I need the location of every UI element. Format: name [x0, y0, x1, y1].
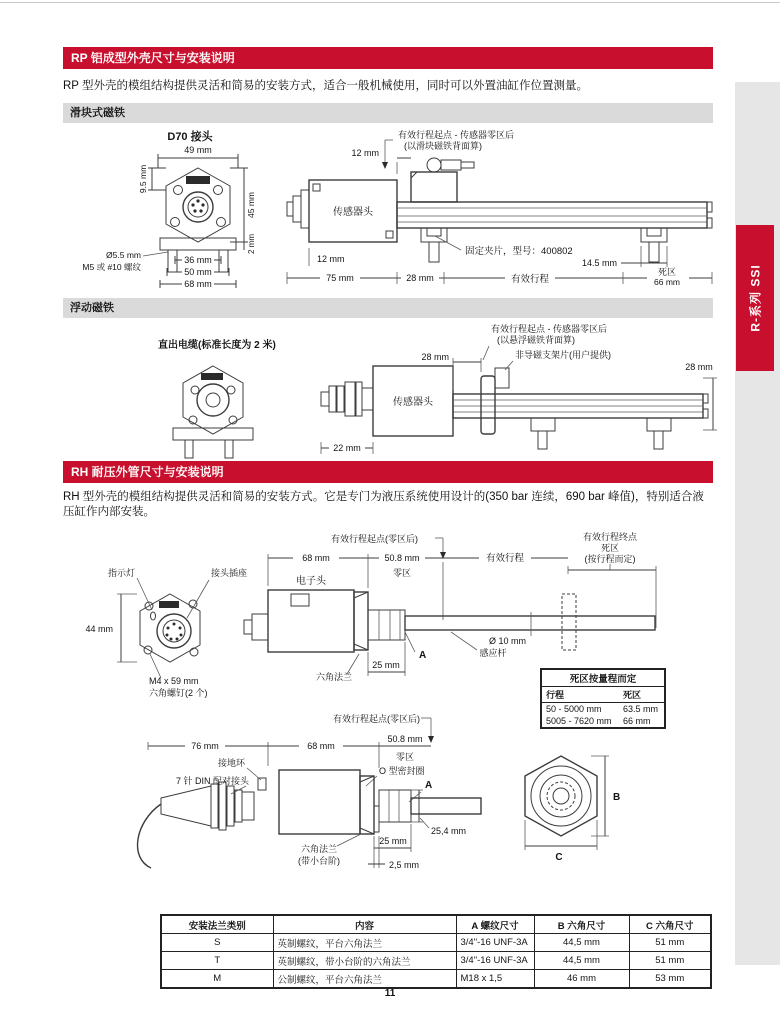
dim-25mm: 25 mm [372, 660, 400, 670]
stroke-end-label-1: 有效行程终点 [582, 532, 638, 542]
hex-flange [354, 592, 368, 650]
rp-slider-drawing [63, 126, 717, 298]
d70-title: D70 接头 [167, 131, 213, 143]
stroke-end-label-3: (按行程而定) [584, 554, 636, 564]
mounting-clamp-2 [641, 228, 667, 242]
stroke-start-callout-2: (以滑块磁铁背面算) [404, 141, 482, 151]
indicator-label: 指示灯 [107, 568, 135, 578]
support-bracket [495, 368, 509, 388]
dim-50mm: 50 mm [184, 267, 212, 277]
dim-68mm-rh2: 68 mm [307, 741, 335, 751]
ehead-label: 电子头 [296, 576, 326, 587]
stroke-end-label-2: 死区 [600, 543, 620, 553]
dim-44mm: 44 mm [85, 624, 113, 634]
electronics-head-2 [279, 770, 360, 834]
cell: 3/4"-16 UNF-3A [456, 934, 534, 952]
rh-bottom-drawing [63, 706, 717, 906]
mts-logo-3 [159, 601, 179, 608]
dz-r1-stroke: 50 - 5000 mm [546, 704, 602, 714]
electronics-head [268, 590, 354, 652]
dim-76mm: 76 mm [191, 741, 219, 751]
cell: M18 x 1,5 [456, 970, 534, 989]
screw-label-2: 六角螺钉(2 个) [149, 688, 208, 698]
cell: 英制螺纹，带小台阶的六角法兰 [273, 952, 456, 970]
null-zone-label-2: 零区 [395, 752, 415, 762]
sensor-head-label: 传感器头 [333, 207, 373, 218]
float-callout-1: 有效行程起点 - 传感器零区后 [491, 324, 607, 334]
dim-68mm: 68 mm [184, 279, 212, 289]
dz-col-dead: 死区 [619, 687, 665, 703]
stroke-label-rh: 有效行程 [485, 553, 525, 564]
dim-rod-dia: Ø 10 mm [488, 636, 526, 646]
cell: M [161, 970, 273, 989]
dim-50p8mm: 50.8 mm [384, 553, 420, 563]
table-row [161, 934, 711, 952]
slider-magnet-bar [63, 103, 713, 123]
rh-stroke-start-callout: 有效行程起点(零区后) [331, 534, 418, 544]
col-thread-a: A 螺纹尺寸 [456, 915, 534, 934]
dim-28mm-right: 28 mm [685, 362, 713, 372]
rh-section-header [63, 461, 713, 483]
grounding-ring [258, 778, 266, 790]
cell: 51 mm [629, 952, 711, 970]
series-side-tab [736, 225, 774, 371]
bracket-label: 非导磁支架片(用户提供) [515, 350, 611, 360]
sensor-head-label-2: 传感器头 [393, 397, 433, 408]
stroke-start-callout-1: 有效行程起点 - 传感器零区后 [398, 130, 514, 140]
socket-label: 接头插座 [211, 568, 248, 578]
page-number: 11 [384, 988, 396, 999]
table-row [161, 970, 711, 989]
dim-25mm-2: 25 mm [379, 836, 407, 846]
flange-label: 六角法兰 [315, 672, 353, 682]
rp-description: RP 型外壳的模组结构提供灵活和简易的安装方式，适合一般机械使用，同时可以外置油缸作位置测量。 [63, 80, 588, 92]
dim-49mm: 49 mm [184, 145, 212, 155]
clamp-label: 固定夹片，型号：400802 [465, 246, 573, 257]
hex-end-view [525, 756, 597, 836]
cell: T [161, 952, 273, 970]
flange-step [374, 806, 379, 832]
din-label: 7 针 DIN 配对接头 [175, 776, 249, 786]
cell: 46 mm [534, 970, 629, 989]
flange-table [160, 914, 712, 989]
dim-22mm: 22 mm [333, 443, 361, 453]
rp-floating-drawing [63, 320, 717, 460]
screw-label-1: M4 x 59 mm [149, 676, 199, 686]
mounting-clamp-1 [421, 228, 447, 242]
rp-section-title: RP 铝成型外壳尺寸与安装说明 [71, 51, 235, 65]
dim-b-label: B [613, 792, 621, 803]
dead-zone-value: 66 mm [654, 277, 680, 287]
floating-magnet-label: 浮动磁铁 [70, 302, 114, 314]
mts-logo [186, 176, 210, 184]
thread-label: M5 或 #10 螺纹 [82, 262, 141, 272]
dim-45mm: 45 mm [246, 192, 256, 218]
dim-12mm-top: 12 mm [351, 148, 379, 158]
dim-28mm-bottom: 28 mm [406, 273, 434, 283]
stroke-label: 有效行程 [510, 274, 550, 285]
cell: 51 mm [629, 934, 711, 952]
dim-12mm-left: 12 mm [317, 254, 345, 264]
dim-2mm: 2 mm [247, 234, 256, 254]
page-edge-line [0, 2, 780, 3]
cell: 53 mm [629, 970, 711, 989]
position-magnet-outline [562, 594, 576, 650]
mts-logo-2 [201, 373, 223, 380]
dz-r2-dead: 66 mm [622, 716, 651, 726]
hole-label: Ø5.5 mm [106, 250, 141, 260]
dim-14p5mm: 14.5 mm [581, 258, 617, 268]
dim-50p8mm-2: 50.8 mm [387, 734, 423, 744]
null-zone-label: 零区 [392, 568, 412, 578]
float-callout-2: (以悬浮磁铁背面算) [497, 335, 575, 345]
sensing-rod [405, 616, 655, 630]
cell: S [161, 934, 273, 952]
col-hex-b: B 六角尺寸 [534, 915, 629, 934]
flange-label-2b: (带小台阶) [298, 856, 340, 866]
cell: 3/4"-16 UNF-3A [456, 952, 534, 970]
cell: 44,5 mm [534, 952, 629, 970]
series-side-tab-label: R-系列 SSI [748, 264, 763, 332]
rh-section-title: RH 耐压外管尺寸与安装说明 [71, 465, 224, 479]
dead-zone-label: 死区 [657, 267, 677, 277]
sensing-rod-2 [411, 798, 481, 814]
dz-r1-dead: 63.5 mm [622, 704, 658, 714]
rp-rail [397, 202, 707, 228]
page-edge-strip [735, 82, 780, 965]
table-row [161, 952, 711, 970]
cell: 44,5 mm [534, 934, 629, 952]
oring-label: O 型密封圈 [379, 766, 425, 776]
dim-75mm: 75 mm [326, 273, 354, 283]
dim-28mm-top: 28 mm [421, 352, 449, 362]
floating-magnet [481, 376, 495, 434]
dim-9p5mm: 9.5 mm [138, 164, 148, 194]
rod-label: 感应杆 [479, 648, 507, 658]
dz-r2-stroke: 5005 - 7620 mm [546, 716, 612, 726]
slider-magnet-label: 滑块式磁铁 [70, 107, 125, 119]
floating-magnet-bar [63, 298, 713, 318]
flange-table-header [161, 915, 711, 934]
dz-col-stroke: 行程 [541, 687, 619, 703]
flange-label-2a: 六角法兰 [300, 844, 338, 854]
dim-25p4mm: 25,4 mm [431, 826, 467, 836]
rh-connector [157, 614, 191, 648]
col-flange-type: 安装法兰类别 [161, 915, 273, 934]
dim-c-label: C [555, 852, 563, 863]
led-indicator [151, 612, 156, 620]
ref-a-label: A [419, 650, 427, 661]
col-content: 内容 [273, 915, 456, 934]
dim-68mm-rh: 68 mm [302, 553, 330, 563]
slider-magnet [411, 172, 457, 202]
rp-section-header [63, 47, 713, 69]
col-hex-c: C 六角尺寸 [629, 915, 711, 934]
cable-label: 直出电缆(标准长度为 2 米) [158, 340, 276, 351]
cell: 英制螺纹，平台六角法兰 [273, 934, 456, 952]
cell: 公制螺纹，平台六角法兰 [273, 970, 456, 989]
rh-description: RH 型外壳的模组结构提供灵活和简易的安装方式。它是专门为液压系统使用设计的(350 bar 连续，690 bar 峰值)，特别适合液压缸作内部安装。 [63, 491, 704, 518]
ground-label: 接地环 [217, 758, 245, 768]
rh2-stroke-start-callout: 有效行程起点(零区后) [333, 714, 420, 724]
ref-a-label-2: A [425, 780, 433, 791]
dim-36mm: 36 mm [184, 255, 212, 265]
dz-title: 死区按量程而定 [541, 669, 665, 687]
dim-2p5mm: 2,5 mm [389, 860, 420, 870]
